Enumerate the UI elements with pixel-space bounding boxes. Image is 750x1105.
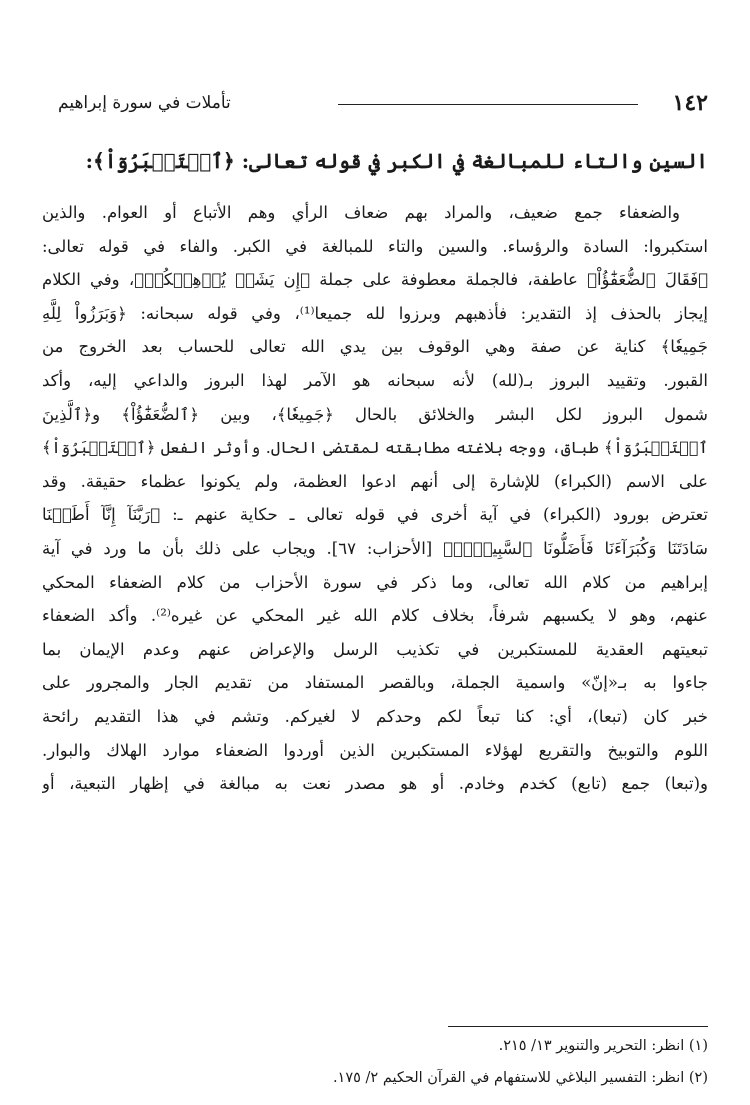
header-rule: [338, 104, 638, 105]
page-number: ١٤٢: [672, 90, 708, 116]
footnotes: [42, 1030, 708, 1094]
body-line: القبور. وتقييد البروز بـ(لله) لأنه سبحانه هو الآمر لهذا البروز والداعي إليه، وأكد: [42, 370, 708, 390]
footnote-1: (١) انظر: التحرير والتنوير ١٣/ ٢١٥.: [498, 1038, 708, 1054]
body-line: تعترض بورود (الكبراء) في آية أخرى في قوله تعالى ـ حكاية عنهم ـ: ﴿رَبَّنَآ إِنَّآ أَطَعۡنَا: [42, 505, 708, 525]
running-header: [58, 88, 708, 120]
body-line: إيجاز بالحذف إذ التقدير: فأذهبهم وبرزوا لله جميعا⁽¹⁾، وفي قوله سبحانه: ﴿وَبَرَزُواْ لِلَّهِ: [42, 303, 708, 323]
body-line: شمول البروز لكل البشر والخلائق بالحال ﴿جَمِيعٗا﴾، وبين ﴿ٱلضُّعَفَٰٓؤُاْ﴾ و﴿ٱلَّذِينَ: [42, 404, 708, 424]
body-line: عنهم، وهو لا يكسبهم شرفاً، بخلاف كلام الله غير المحكي عن غيره⁽²⁾. وأكد الضعفاء: [42, 606, 708, 626]
body-line: ٱسۡتَكۡبَرُوٓاْ﴾ طباق، ووجه بلاغته مطابقته لمقتضى الحال. وأوثر الفعل ﴿ٱسۡتَكۡبَرُوٓاْ﴾: [42, 438, 708, 458]
body-line: خبر كان (تبعا)، أي: كنا تبعاً لكم وحدكم لا لغيركم. وتشم في هذا التقديم رائحة: [42, 706, 708, 726]
footnote-rule: [448, 1026, 708, 1027]
body-paragraph: [42, 196, 708, 801]
footnote-2: (٢) انظر: التفسير البلاغي للاستفهام في القرآن الحكيم ٢/ ١٧٥.: [332, 1070, 708, 1086]
body-line: سَادَتَنَا وَكُبَرَآءَنَا فَأَضَلُّونَا ٱلسَّبِيلَا۠﴾ [الأحزاب: ٦٧]. ويجاب على ذلك بأن ما ورد في آية: [42, 538, 708, 558]
body-line: اللوم والتوبيخ والتقريع لهؤلاء المستكبرين الذين أوردوا الضعفاء موارد الهلاك والبوار.: [42, 740, 708, 760]
body-line: والضعفاء جمع ضعيف، والمراد بهم ضعاف الرأي وهم الأتباع أو العوام. والذين: [42, 203, 680, 222]
section-heading: السين والتاء للمبالغة في الكبر في قوله تعالى: ﴿ٱسۡتَكۡبَرُوٓاْ﴾:: [85, 149, 708, 173]
body-line: إبراهيم من كلام الله تعالى، وما ذكر في سورة الأحزاب من كلام الضعفاء المحكي: [42, 572, 708, 592]
body-line: و(تبعا) جمع (تابع) كخدم وخادم. أو هو مصدر نعت به مبالغة في إظهار التبعية، أو: [42, 774, 708, 794]
body-line: جاءوا به بـ«إنّ» واسمية الجملة، وبالقصر المستفاد من تقديم الجار والمجرور على: [42, 673, 708, 693]
body-line: جَمِيعٗا﴾ كناية عن صفة وهي الوقوف بين يدي الله تعالى للحساب بعد الخروج من: [42, 337, 708, 357]
body-line: تبعيتهم العقدية للمستكبرين في تكذيب الرسل والإعراض عنهم وعدم الإيمان بما: [42, 639, 708, 659]
body-line: ﴿فَقَالَ ٱلضُّعَفَٰٓؤُاْ﴾ عاطفة، فالجملة معطوفة على جملة ﴿إِن يَشَأۡ يُذۡهِبۡكُمۡ﴾، وفي الكلام: [42, 270, 708, 290]
body-line: على الاسم (الكبراء) للإشارة إلى أنهم ادعوا العظمة، ولم يكونوا عظماء حقيقة. وقد: [42, 471, 708, 491]
body-line: استكبروا: السادة والرؤساء. والسين والتاء للمبالغة في الكبر. والفاء في قوله تعالى:: [42, 236, 708, 256]
running-title: تأملات في سورة إبراهيم: [58, 93, 231, 113]
